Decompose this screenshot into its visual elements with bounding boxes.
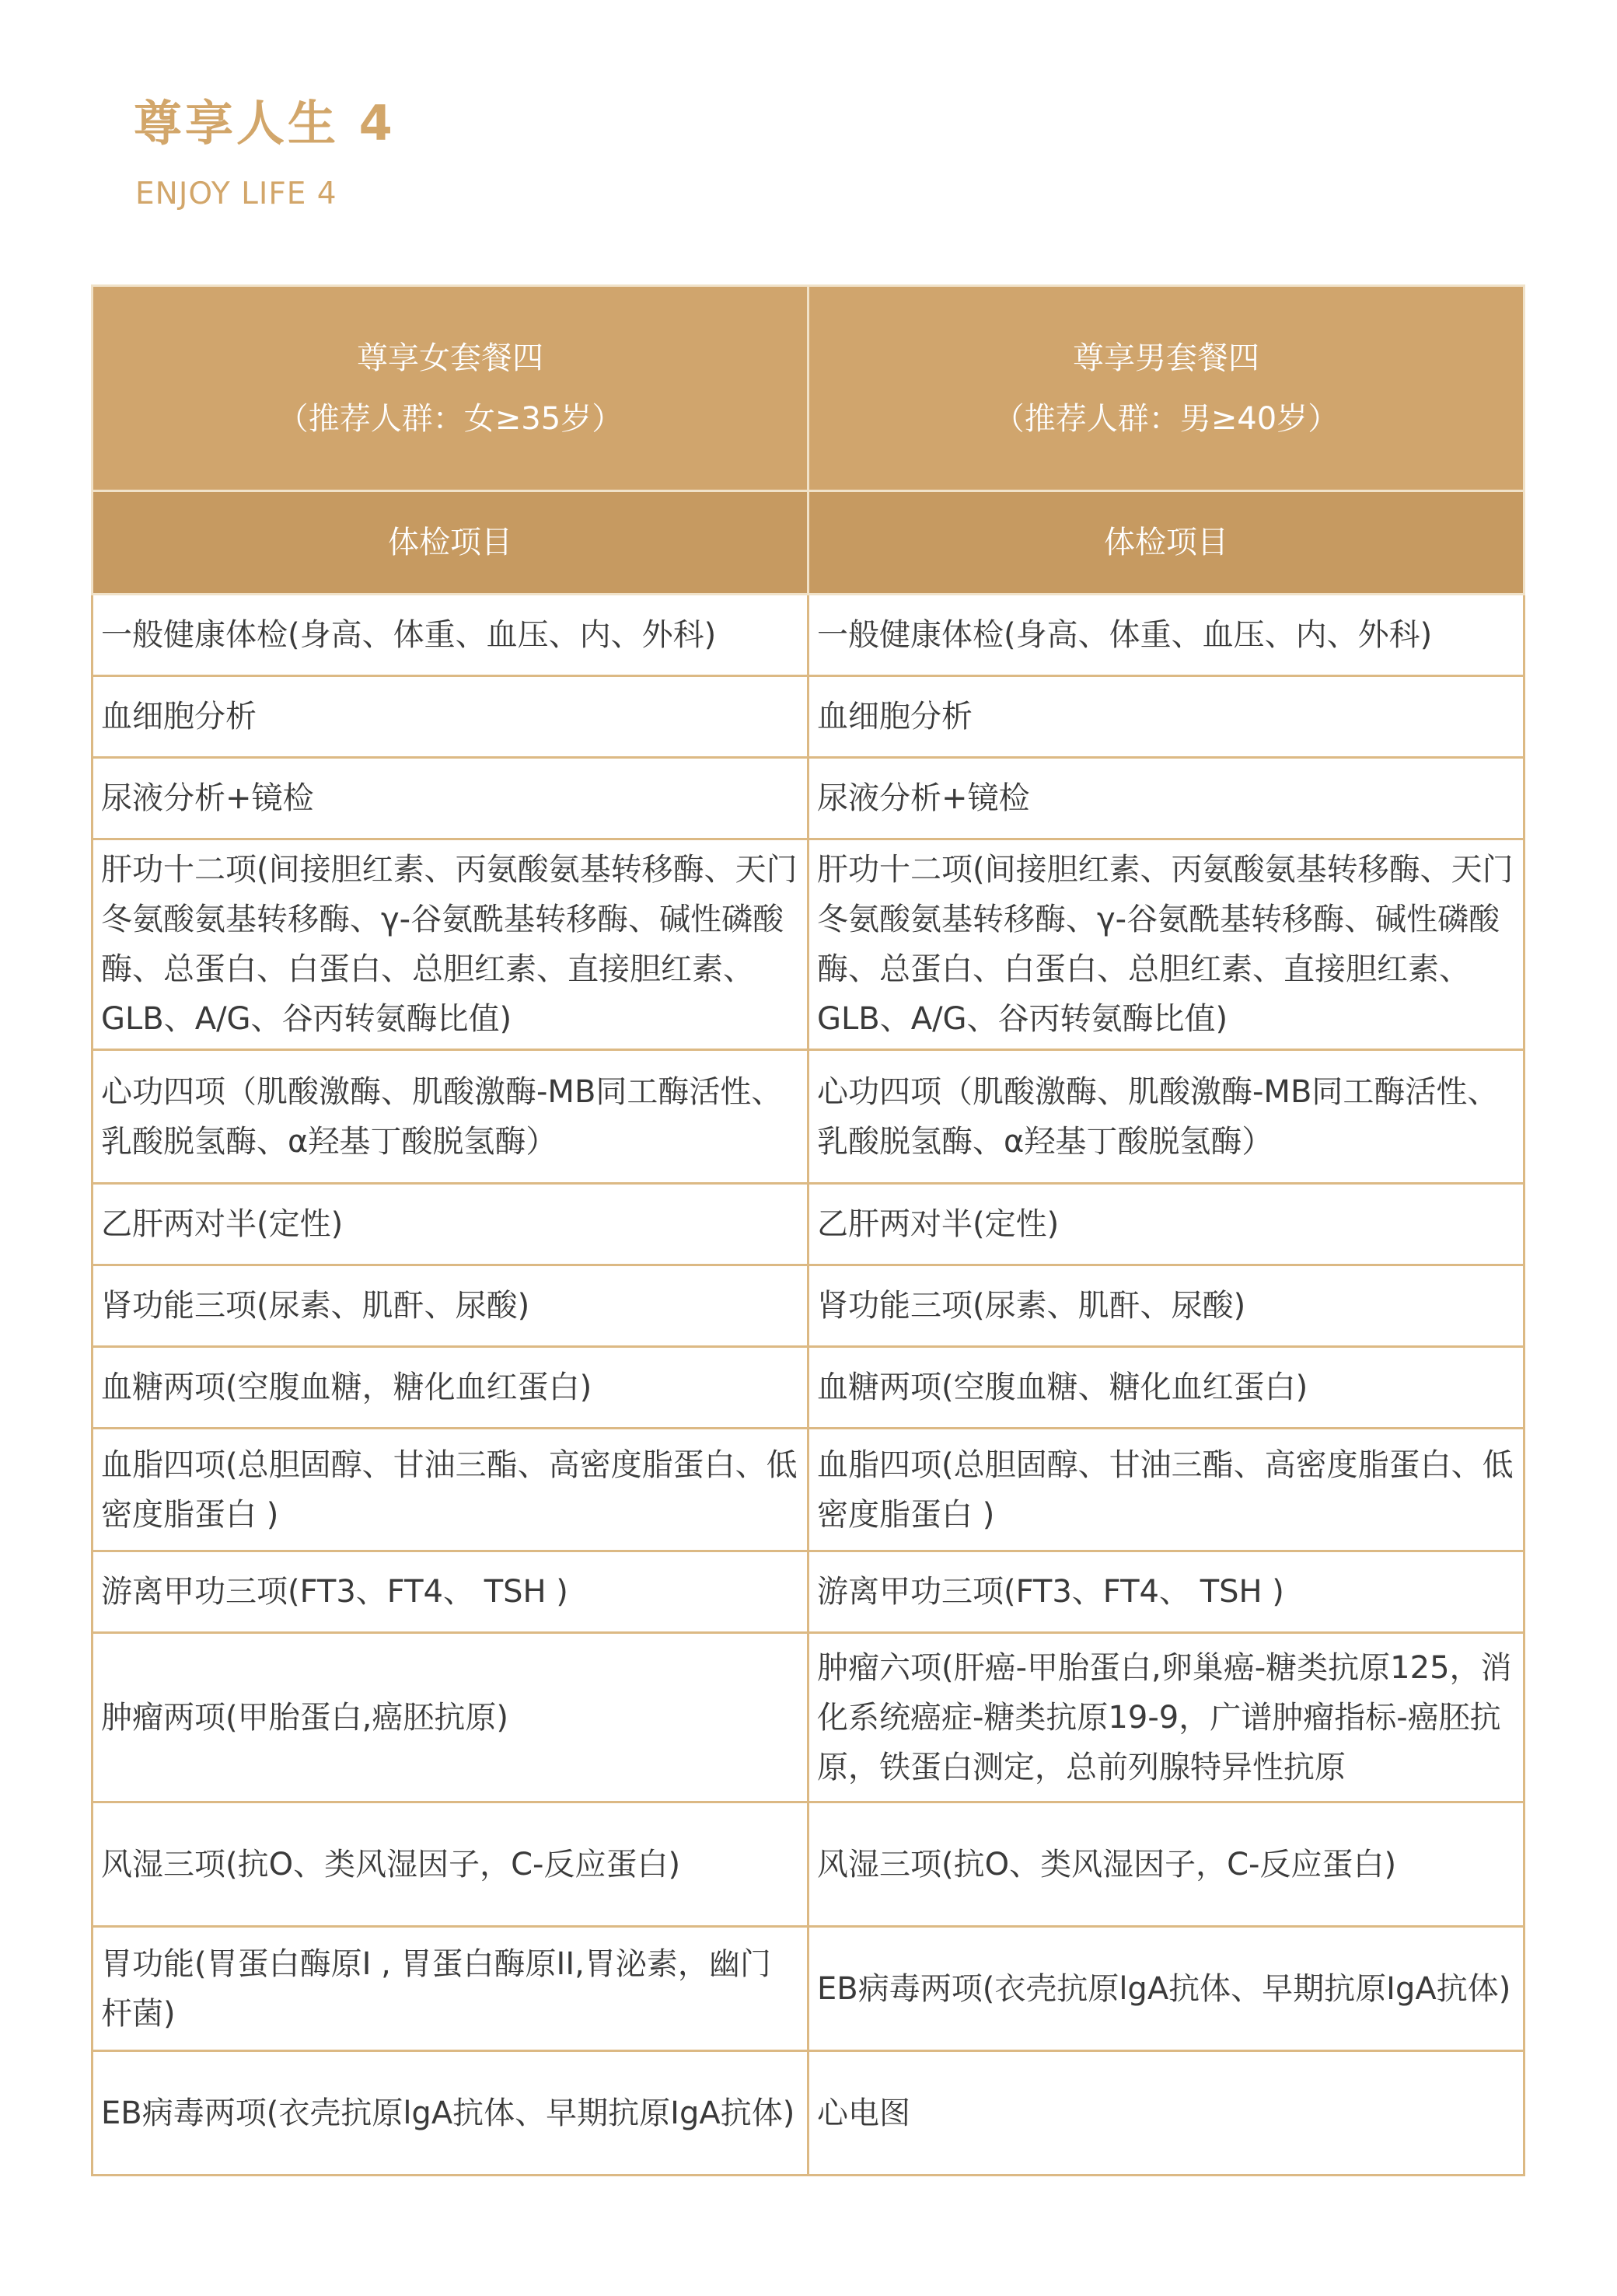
table-row — [93, 1927, 1524, 2051]
male-item-cell: 肿瘤六项(肝癌-甲胎蛋白,卵巢癌-糖类抗原125，消化系统癌症-糖类抗原19-9，广谱肿瘤指标-癌胚抗原，铁蛋白测定，总前列腺特异性抗原 — [808, 1633, 1524, 1802]
male-item-cell: 心电图 — [808, 2051, 1524, 2176]
male-item-cell: 游离甲功三项(FT3、FT4、 TSH ) — [808, 1551, 1524, 1633]
table-row — [93, 758, 1524, 839]
female-item-cell: 血细胞分析 — [93, 676, 808, 758]
female-item-cell: 血糖两项(空腹血糖，糖化血红蛋白) — [93, 1347, 808, 1429]
female-package-header — [93, 286, 808, 491]
male-item-cell: 乙肝两对半(定性) — [808, 1184, 1524, 1265]
table-row — [93, 1265, 1524, 1347]
female-item-cell: 血脂四项(总胆固醇、甘油三酯、高密度脂蛋白、低密度脂蛋白 ) — [93, 1429, 808, 1551]
male-package-name: 尊享男套餐四 — [1073, 340, 1259, 376]
male-item-cell: 血脂四项(总胆固醇、甘油三酯、高密度脂蛋白、低密度脂蛋白 ) — [808, 1429, 1524, 1551]
female-item-cell: 肾功能三项(尿素、肌酐、尿酸) — [93, 1265, 808, 1347]
table-row — [93, 1050, 1524, 1184]
female-item-cell: 肝功十二项(间接胆红素、丙氨酸氨基转移酶、天门冬氨酸氨基转移酶、γ-谷氨酰基转移酶、碱性磷酸酶、总蛋白、白蛋白、总胆红素、直接胆红素、GLB、A/G、谷丙转氨酶比值) — [93, 839, 808, 1050]
female-item-cell: 游离甲功三项(FT3、FT4、 TSH ) — [93, 1551, 808, 1633]
male-item-cell: EB病毒两项(衣壳抗原lgA抗体、早期抗原IgA抗体) — [808, 1927, 1524, 2051]
male-package-audience: （推荐人群：男≥40岁） — [993, 400, 1339, 437]
column-subheader-row — [93, 491, 1524, 595]
male-item-cell: 肾功能三项(尿素、肌酐、尿酸) — [808, 1265, 1524, 1347]
female-item-cell: 心功四项（肌酸激酶、肌酸激酶-MB同工酶活性、乳酸脱氢酶、α羟基丁酸脱氢酶） — [93, 1050, 808, 1184]
male-column-subheader: 体检项目 — [808, 491, 1524, 595]
male-item-cell: 心功四项（肌酸激酶、肌酸激酶-MB同工酶活性、乳酸脱氢酶、α羟基丁酸脱氢酶） — [808, 1050, 1524, 1184]
table-row — [93, 839, 1524, 1050]
male-item-cell: 尿液分析+镜检 — [808, 758, 1524, 839]
table-row — [93, 676, 1524, 758]
female-package-name: 尊享女套餐四 — [357, 340, 543, 376]
female-item-cell: EB病毒两项(衣壳抗原lgA抗体、早期抗原IgA抗体) — [93, 2051, 808, 2176]
table-row — [93, 2051, 1524, 2176]
female-item-cell: 一般健康体检(身高、体重、血压、内、外科) — [93, 595, 808, 676]
male-item-cell: 血细胞分析 — [808, 676, 1524, 758]
female-item-cell: 乙肝两对半(定性) — [93, 1184, 808, 1265]
table-row — [93, 1184, 1524, 1265]
male-item-cell: 一般健康体检(身高、体重、血压、内、外科) — [808, 595, 1524, 676]
male-item-cell: 风湿三项(抗O、类风湿因子，C-反应蛋白) — [808, 1802, 1524, 1927]
male-package-header — [808, 286, 1524, 491]
table-row — [93, 595, 1524, 676]
female-item-cell: 肿瘤两项(甲胎蛋白,癌胚抗原) — [93, 1633, 808, 1802]
female-item-cell: 尿液分析+镜检 — [93, 758, 808, 839]
table-row — [93, 1633, 1524, 1802]
package-table — [91, 284, 1525, 2176]
table-header — [93, 286, 1524, 595]
male-item-cell: 血糖两项(空腹血糖、糖化血红蛋白) — [808, 1347, 1524, 1429]
male-item-cell: 肝功十二项(间接胆红素、丙氨酸氨基转移酶、天门冬氨酸氨基转移酶、γ-谷氨酰基转移酶、碱性磷酸酶、总蛋白、白蛋白、总胆红素、直接胆红素、GLB、A/G、谷丙转氨酶比值) — [808, 839, 1524, 1050]
female-package-audience: （推荐人群：女≥35岁） — [277, 400, 623, 437]
table-row — [93, 1802, 1524, 1927]
female-item-cell: 风湿三项(抗O、类风湿因子，C-反应蛋白) — [93, 1802, 808, 1927]
page-subtitle: ENJOY LIFE 4 — [135, 176, 337, 211]
table-row — [93, 1551, 1524, 1633]
table-body — [93, 595, 1524, 2176]
package-name-row — [93, 286, 1524, 491]
table-row — [93, 1347, 1524, 1429]
page-title: 尊享人生 4 — [134, 95, 396, 152]
table-row — [93, 1429, 1524, 1551]
female-column-subheader: 体检项目 — [93, 491, 808, 595]
female-item-cell: 胃功能(胃蛋白酶原I , 胃蛋白酶原II,胃泌素，幽门杆菌) — [93, 1927, 808, 2051]
